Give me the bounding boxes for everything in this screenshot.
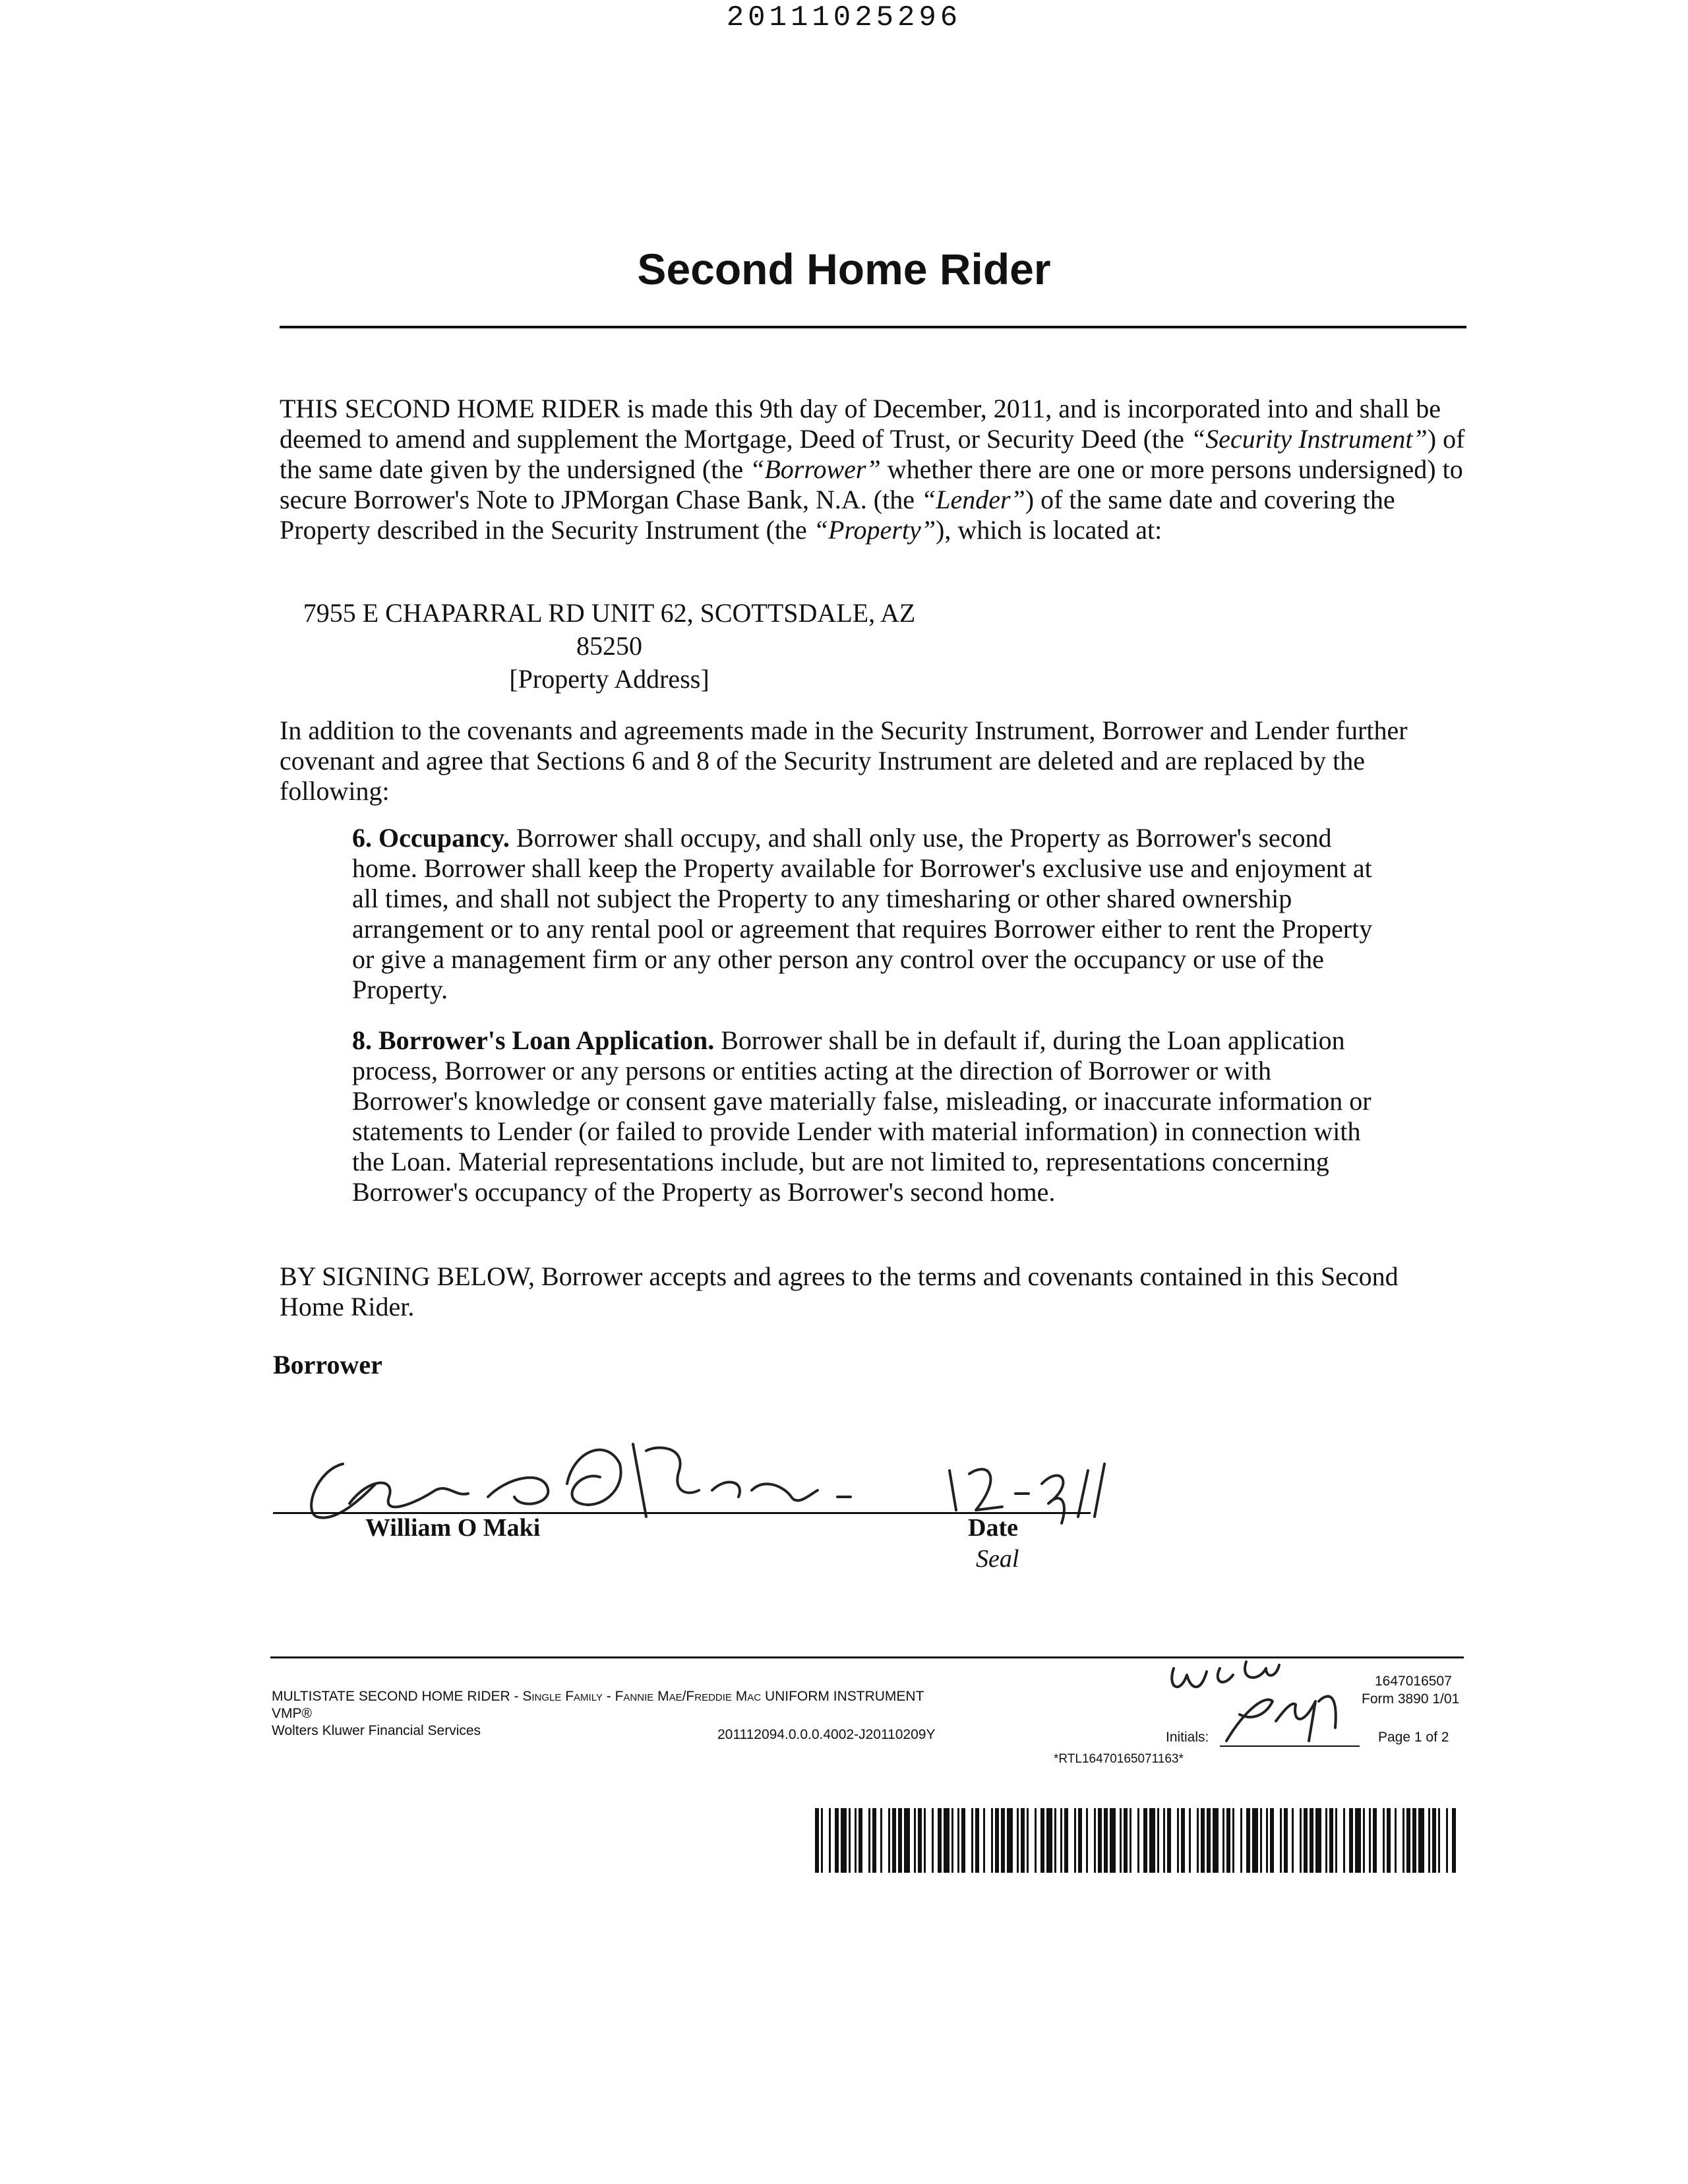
barcode-bar <box>1260 1808 1262 1873</box>
borrower-heading: Borrower <box>273 1350 382 1380</box>
security-instrument-term: “Security Instrument” <box>1190 424 1428 454</box>
page-number: Page 1 of 2 <box>1378 1730 1449 1745</box>
borrower-term: “Borrower” <box>750 454 881 484</box>
barcode-bar <box>957 1808 959 1873</box>
barcode-bar <box>1054 1808 1056 1873</box>
barcode-bar <box>1240 1808 1242 1873</box>
barcode-bar <box>1124 1808 1128 1873</box>
barcode-bar <box>1402 1808 1404 1873</box>
date-label: Date <box>968 1514 1018 1542</box>
barcode-bar <box>932 1808 934 1873</box>
barcode-bar <box>1207 1808 1211 1873</box>
barcode-bar <box>914 1808 916 1873</box>
barcode-bar <box>1110 1808 1116 1873</box>
barcode-bar <box>1130 1808 1131 1873</box>
intro-lead: THIS SECOND HOME RIDER <box>280 394 620 423</box>
barcode-bar <box>1418 1808 1424 1873</box>
barcode-bar <box>855 1808 857 1873</box>
address-label: [Property Address] <box>509 664 709 694</box>
barcode-bar <box>1292 1808 1294 1873</box>
barcode-bar <box>1064 1808 1068 1873</box>
barcode-bar <box>1222 1808 1224 1873</box>
barcode-bar <box>1177 1808 1179 1873</box>
barcode-bar <box>1189 1808 1191 1873</box>
section-6-occupancy <box>352 823 1394 1005</box>
form-title-text: MULTISTATE SECOND HOME RIDER - Single Family - Fannie Mae/Freddie Mac UNIFORM INSTRUMENT <box>272 1689 924 1704</box>
barcode-bar <box>1232 1808 1234 1873</box>
barcode-bar <box>1143 1808 1147 1873</box>
barcode-bar <box>829 1808 831 1873</box>
address-line-2: 85250 <box>576 631 642 661</box>
barcode-bar <box>872 1808 876 1873</box>
barcode-bar <box>1163 1808 1165 1873</box>
barcode-bar <box>1201 1808 1205 1873</box>
barcode-bar <box>1060 1808 1062 1873</box>
barcode-text: *RTL16470165071163* <box>1054 1752 1184 1766</box>
barcode-bar <box>1383 1808 1385 1873</box>
barcode-bar <box>880 1808 882 1873</box>
section-8-heading: 8. Borrower's Loan Application. <box>352 1025 715 1055</box>
barcode-bar <box>1021 1808 1025 1873</box>
barcode-bar <box>1315 1808 1321 1873</box>
barcode-bar <box>1078 1808 1082 1873</box>
barcode-bar <box>1446 1808 1448 1873</box>
covenants-paragraph: In addition to the covenants and agreements made in the Security Instrument, Borrower and Lender further covenant and agree that Sections 6 and 8 of the Security Instrument are deleted and are replaced by the following: <box>280 715 1408 806</box>
barcode-bar <box>1137 1808 1139 1873</box>
barcode-bar <box>1181 1808 1185 1873</box>
property-address <box>280 597 939 696</box>
barcode-bar <box>1104 1808 1108 1873</box>
address-line-1: 7955 E CHAPARRAL RD UNIT 62, SCOTTSDALE, AZ <box>303 598 916 628</box>
barcode-bar <box>1266 1808 1268 1873</box>
barcode-bar <box>1007 1808 1013 1873</box>
barcode-bar <box>1452 1808 1456 1873</box>
loan-number: 1647016507 <box>1375 1674 1452 1689</box>
barcode-bar <box>849 1808 851 1873</box>
barcode-bar <box>1226 1808 1230 1873</box>
barcode-bar <box>1406 1808 1410 1873</box>
borrower-name: William O Maki <box>365 1514 541 1542</box>
seal-label: Seal <box>976 1545 1019 1573</box>
handwritten-initials <box>1160 1642 1372 1754</box>
intro-paragraph <box>280 394 1466 545</box>
section-8-text: Borrower shall be in default if, during the Loan application process, Borrower or any persons or entities acting at the direction of Borrower or with Borrower's knowledge or consent gave materially false, misleading, or inaccurate information or statements to Lender (or failed to provide Lender with material information) in connection with the Loan. Material representations include, but are not limited to, representations concerning Borrower's occupancy of the Property as Borrower's second home. <box>352 1025 1372 1207</box>
barcode-bar <box>1349 1808 1353 1873</box>
barcode-bar <box>1363 1808 1365 1873</box>
publisher-label: Wolters Kluwer Financial Services <box>272 1723 481 1738</box>
lender-term: “Lender” <box>920 485 1025 514</box>
barcode-bar <box>1098 1808 1102 1873</box>
signing-text: Borrower accepts and agrees to the terms and covenants contained in this Second Home Rider. <box>280 1261 1399 1321</box>
section-6-text: Borrower shall occupy, and shall only use, the Property as Borrower's second home. Borrower shall keep the Property available for Borrower's exclusive use and enjoyment at all times, and shall not subject the Property to any timesharing or other shared ownership arrangement or to any rental pool or agreement that requires Borrower either to rent the Property or give a management firm or any other person any control over the occupancy or use of the Property. <box>352 823 1373 1004</box>
barcode-bar <box>1035 1808 1037 1873</box>
barcode-bar <box>859 1808 862 1873</box>
barcode-bar <box>904 1808 910 1873</box>
barcode-bar <box>1157 1808 1159 1873</box>
intro-text-1: is made this 9th day of December, 2011, and is incorporated into and shall be deemed to amend and supplement the Mortgage, Deed of Trust, or Security Deed (the <box>280 394 1441 454</box>
barcode-bar <box>1246 1808 1250 1873</box>
barcode-bar <box>1120 1808 1122 1873</box>
barcode-bar <box>1329 1808 1333 1873</box>
barcode-bar <box>995 1808 999 1873</box>
barcode-bar <box>924 1808 926 1873</box>
barcode-bar <box>1149 1808 1155 1873</box>
barcode-bar <box>944 1808 950 1873</box>
barcode-bar <box>888 1808 890 1873</box>
form-number: Form 3890 1/01 <box>1362 1691 1460 1707</box>
barcode-bar <box>898 1808 902 1873</box>
barcode-bar <box>1270 1808 1274 1873</box>
barcode-bar <box>983 1808 985 1873</box>
barcode-bar <box>1027 1808 1029 1873</box>
barcode-bar <box>975 1808 979 1873</box>
signing-lead: BY SIGNING BELOW, <box>280 1261 535 1291</box>
property-term: “Property” <box>813 515 936 545</box>
barcode-bar <box>1094 1808 1096 1873</box>
barcode-bar <box>1046 1808 1052 1873</box>
intro-text-5: ), which is located at: <box>936 515 1162 545</box>
barcode-bar <box>815 1808 819 1873</box>
barcode-bar <box>1304 1808 1308 1873</box>
doc-code: 201112094.0.0.0.4002-J20110209Y <box>717 1727 936 1742</box>
barcode-bar <box>1369 1808 1371 1873</box>
recording-number: 20111025296 <box>726 1 962 34</box>
barcode-bar <box>971 1808 973 1873</box>
barcode-bar <box>1300 1808 1302 1873</box>
barcode-bar <box>892 1808 896 1873</box>
signing-paragraph <box>280 1261 1466 1322</box>
barcode-bar <box>868 1808 870 1873</box>
barcode-bar <box>1167 1808 1171 1873</box>
vmp-label: VMP® <box>272 1706 312 1721</box>
barcode-bar <box>1412 1808 1416 1873</box>
barcode-bar <box>1335 1808 1337 1873</box>
barcode-bar <box>1325 1808 1327 1873</box>
barcode-bar <box>961 1808 965 1873</box>
intro-text-2: ) of the same date given by the undersigned (the <box>280 424 1465 484</box>
barcode-bar <box>841 1808 847 1873</box>
barcode-bar <box>1252 1808 1258 1873</box>
barcode-bar <box>951 1808 953 1873</box>
barcode-bar <box>1017 1808 1019 1873</box>
barcode-bar <box>1438 1808 1440 1873</box>
section-6-heading: 6. Occupancy. <box>352 823 510 853</box>
barcode-bar <box>1284 1808 1288 1873</box>
barcode-bar <box>821 1808 823 1873</box>
barcode-bar <box>1074 1808 1076 1873</box>
intro-text-3: whether there are one or more persons undersigned) to secure Borrower's Note to JPMorgan Chase Bank, N.A. (the <box>280 454 1463 514</box>
barcode <box>812 1808 1459 1873</box>
barcode-bar <box>1310 1808 1313 1873</box>
barcode-bar <box>1280 1808 1282 1873</box>
barcode-bar <box>835 1808 839 1873</box>
barcode-bar <box>1387 1808 1391 1873</box>
barcode-bar <box>1373 1808 1377 1873</box>
title-divider <box>280 326 1466 328</box>
initials-label: Initials: <box>1166 1730 1209 1745</box>
barcode-bar <box>1355 1808 1361 1873</box>
section-8-loan-application <box>352 1025 1394 1207</box>
barcode-bar <box>1001 1808 1005 1873</box>
barcode-bar <box>991 1808 993 1873</box>
barcode-bar <box>1213 1808 1219 1873</box>
barcode-bar <box>1197 1808 1199 1873</box>
barcode-bar <box>1343 1808 1345 1873</box>
barcode-bar <box>918 1808 922 1873</box>
barcode-bar <box>1432 1808 1436 1873</box>
barcode-bar <box>1395 1808 1397 1873</box>
intro-text-4: ) of the same date and covering the Property described in the Security Instrument (the <box>280 485 1395 545</box>
barcode-bar <box>1428 1808 1430 1873</box>
barcode-bar <box>1086 1808 1088 1873</box>
barcode-bar <box>1040 1808 1044 1873</box>
barcode-bar <box>938 1808 942 1873</box>
page-title: Second Home Rider <box>637 245 1051 293</box>
